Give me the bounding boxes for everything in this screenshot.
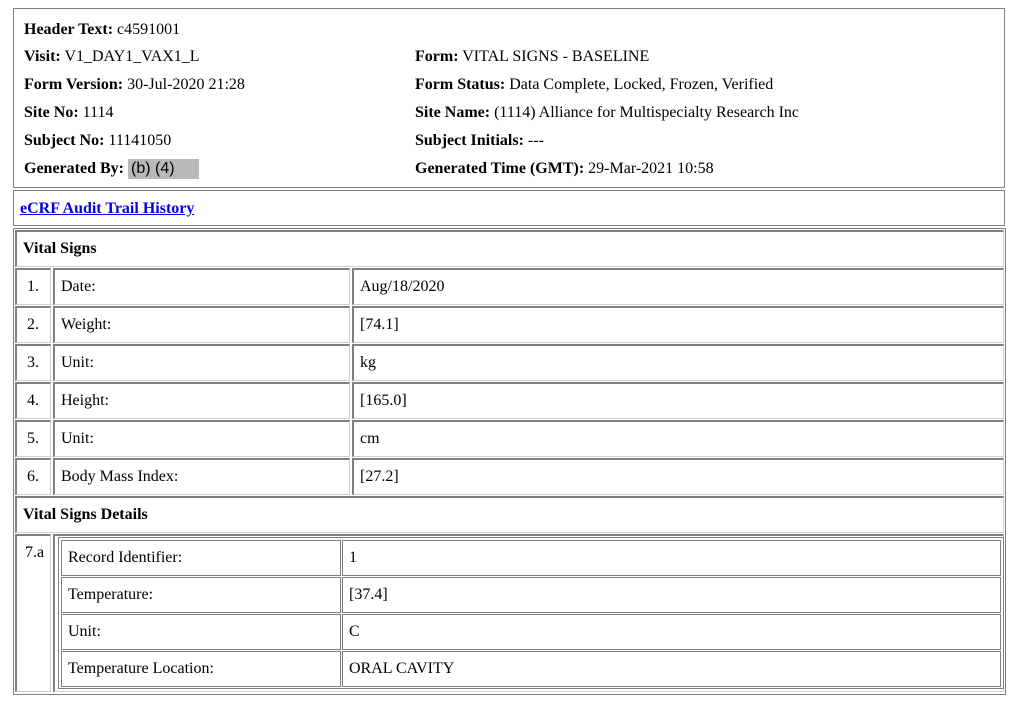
form-status-label: Form Status: xyxy=(415,76,506,93)
temperature-value-cell: [37.4] xyxy=(342,577,1001,613)
temperature-location-label-cell: Temperature Location: xyxy=(61,651,341,687)
temperature-unit-value-cell: C xyxy=(342,614,1001,650)
table-row-number: 1. xyxy=(15,268,51,305)
subject-no-row xyxy=(24,129,171,153)
vital-signs-details-section-header xyxy=(15,496,1004,533)
form-version-row xyxy=(24,73,245,97)
height-value-cell: [165.0] xyxy=(352,382,1004,419)
site-no-row xyxy=(24,101,113,125)
weight-value-cell: [74.1] xyxy=(352,306,1004,343)
generated-time-value: 29-Mar-2021 10:58 xyxy=(588,160,714,177)
form-status-value: Data Complete, Locked, Frozen, Verified xyxy=(509,76,774,93)
table-row-number: 6. xyxy=(15,458,51,495)
form-label: Form: xyxy=(415,48,459,65)
site-no-value: 1114 xyxy=(82,104,114,121)
vital-signs-section-header xyxy=(15,230,1004,267)
visit-label: Visit: xyxy=(24,48,61,65)
audit-trail-bar xyxy=(13,190,1005,226)
temperature-unit-label-cell: Unit: xyxy=(61,614,341,650)
temperature-label-cell: Temperature: xyxy=(61,577,341,613)
table-row-number: 5. xyxy=(15,420,51,457)
table-row-number: 3. xyxy=(15,344,51,381)
generated-time-label: Generated Time (GMT): xyxy=(415,160,585,177)
form-version-label: Form Version: xyxy=(24,76,124,93)
height-unit-label-cell: Unit: xyxy=(53,420,350,457)
vital-signs-section-title: Vital Signs xyxy=(23,240,97,257)
generated-by-label: Generated By: xyxy=(24,160,124,177)
vital-signs-details-table xyxy=(58,537,1004,689)
weight-unit-value-cell: kg xyxy=(352,344,1004,381)
header-text-label: Header Text: xyxy=(24,21,114,38)
height-unit-value-cell: cm xyxy=(352,420,1004,457)
temperature-location-value-cell: ORAL CAVITY xyxy=(342,651,1001,687)
record-number-cell xyxy=(15,534,51,692)
form-header xyxy=(13,8,1005,188)
form-row xyxy=(415,45,649,69)
site-no-label: Site No: xyxy=(24,104,79,121)
visit-value: V1_DAY1_VAX1_L xyxy=(64,48,200,65)
generated-time-row xyxy=(415,157,714,181)
site-name-value: (1114) Alliance for Multispecialty Research Inc xyxy=(494,104,800,121)
bmi-label-cell: Body Mass Index: xyxy=(53,458,350,495)
subject-initials-value: --- xyxy=(527,132,544,149)
weight-unit-label-cell: Unit: xyxy=(53,344,350,381)
subject-initials-label: Subject Initials: xyxy=(415,132,524,149)
site-name-label: Site Name: xyxy=(415,104,491,121)
subject-no-value: 11141050 xyxy=(108,132,172,149)
form-version-value: 30-Jul-2020 21:28 xyxy=(127,76,245,93)
record-identifier-value-cell: 1 xyxy=(342,540,1001,576)
table-row-number: 4. xyxy=(15,382,51,419)
height-label-cell: Height: xyxy=(53,382,350,419)
vital-signs-table xyxy=(13,228,1006,695)
audit-trail-link[interactable]: eCRF Audit Trail History xyxy=(20,200,195,217)
vital-signs-details-section-title: Vital Signs Details xyxy=(23,506,148,523)
generated-by-redacted-value: (b) (4) xyxy=(128,159,199,179)
form-value: VITAL SIGNS - BASELINE xyxy=(462,48,650,65)
table-row-number: 2. xyxy=(15,306,51,343)
subject-initials-row xyxy=(415,129,544,153)
form-status-row xyxy=(415,73,773,97)
date-value-cell: Aug/18/2020 xyxy=(352,268,1004,305)
generated-by-row xyxy=(24,157,199,181)
date-label-cell: Date: xyxy=(53,268,350,305)
header-text-row xyxy=(24,18,180,42)
site-name-row xyxy=(415,101,799,125)
bmi-value-cell: [27.2] xyxy=(352,458,1004,495)
record-number: 7.a xyxy=(25,544,45,561)
visit-row xyxy=(24,45,200,69)
weight-label-cell: Weight: xyxy=(53,306,350,343)
record-identifier-label-cell: Record Identifier: xyxy=(61,540,341,576)
header-text-value: c4591001 xyxy=(117,21,181,38)
subject-no-label: Subject No: xyxy=(24,132,105,149)
